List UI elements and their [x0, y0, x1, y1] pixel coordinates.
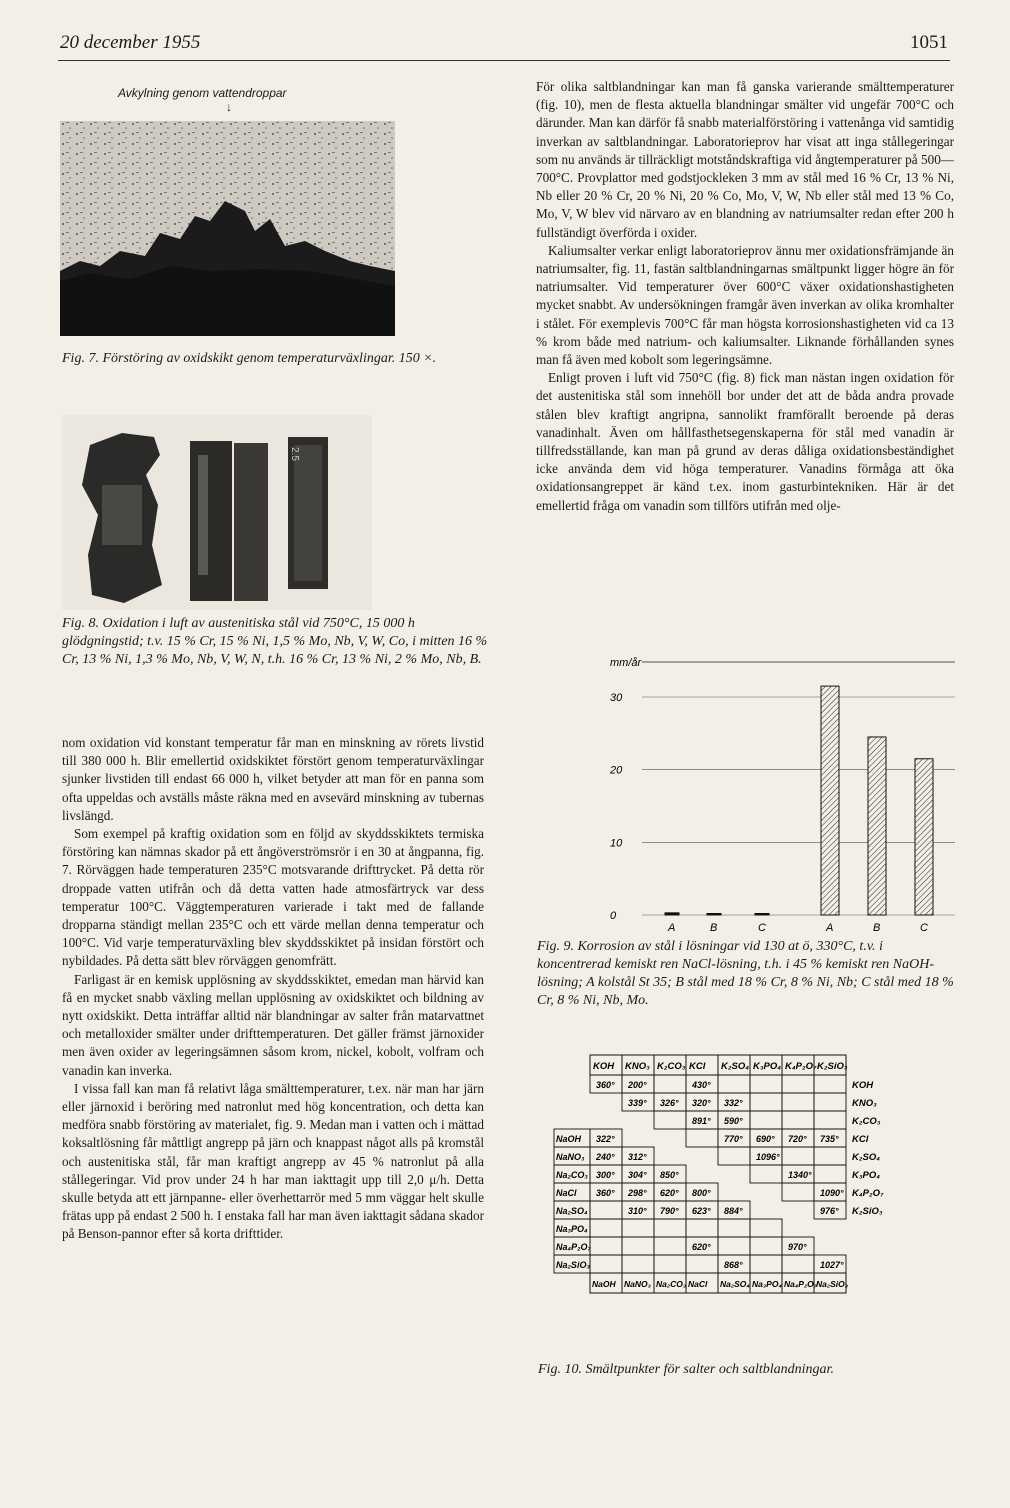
table-cell [750, 1093, 782, 1111]
left-row-label: Na₂CO₃ [556, 1170, 588, 1180]
down-arrow-icon: ↓ [226, 100, 232, 114]
bottom-header-label: Na₂CO₃ [656, 1279, 687, 1289]
left-row-label: Na₃PO₄ [556, 1224, 588, 1234]
melting-point-value: 884° [724, 1206, 743, 1216]
right-row-label: K₂SO₄ [852, 1152, 881, 1163]
paragraph: Enligt proven i luft vid 750°C (fig. 8) fick man nästan ingen oxidation för det austenitiska stål som innehöll bor under det att de båda andra provade stålen blev kraftigt angripna, sannolikt framförallt beroende på deras vanadinhalt. Även om hållfasthetsegenskaperna för stål med vanadin är tillfredsställande, kan man på grund av deras dåliga oxidationsbeständighet icke använda dem vid höga temperaturer. Vanadins förmåga att öka oxidationsangreppet är känd t.ex. inom gasturbintekniken. Här är det emellertid fråga om vanadin som tillförs utifrån med olje- [536, 370, 954, 513]
melting-point-value: 891° [692, 1116, 711, 1126]
right-row-label: K₂CO₃ [852, 1116, 881, 1127]
y-axis-label: mm/år [610, 657, 642, 669]
table-cell [654, 1237, 686, 1255]
table-cell [590, 1237, 622, 1255]
x-category-label: C [920, 922, 928, 934]
table-cell [782, 1255, 814, 1273]
y-tick-label: 20 [610, 764, 623, 777]
fig7-photo-label: Avkylning genom vattendroppar [118, 86, 287, 100]
paragraph: För olika saltblandningar kan man få ganska varierande smälttemperaturer (fig. 10), men de flesta aktuella blandningar smälter vid ungefär 700°C och därunder. Man kan därför få snabb materialförstöring i vattenånga vid samtidig inverkan av saltblandningar. Laboratorieprov har visat att inga stållegeringar som nu används är tillräckligt motståndskraftiga vid ångtemperaturer på 500—700°C. Provplattor med godstjockleken 3 mm av stål med 16 % Cr, 13 % Ni, Nb eller 20 % Cr, 20 % Ni, 20 % Co, Mo, V, W, Nb eller stål med 13 % Co, Mo, V, W blev vid närvaro av en blandning av natriumsalter redan efter 200 h fullständigt överförda i oxider. [536, 79, 954, 240]
left-row-label: NaOH [556, 1134, 582, 1144]
left-row-label: NaCl [556, 1188, 577, 1198]
bottom-header-label: NaCl [688, 1279, 708, 1289]
table-cell [782, 1093, 814, 1111]
bottom-header-label: Na₃PO₄ [752, 1279, 782, 1289]
melting-point-value: 304° [628, 1170, 647, 1180]
bottom-header-label: NaNO₃ [624, 1279, 651, 1289]
top-header-label: KNO₃ [625, 1061, 650, 1072]
bottom-header-label: Na₄P₂O₇ [784, 1279, 817, 1289]
melting-point-value: 430° [692, 1080, 711, 1090]
bar-b-naoh [868, 737, 886, 915]
y-tick-label: 0 [610, 910, 617, 922]
bar-c-nacl [755, 914, 769, 916]
table-cell [814, 1093, 846, 1111]
bar-a-nacl [665, 913, 679, 915]
melting-point-value: 312° [628, 1152, 647, 1162]
table-cell [590, 1255, 622, 1273]
left-row-label: Na₂SiO₃ [556, 1260, 590, 1270]
bottom-header-label: Na₂SiO₃ [816, 1279, 849, 1289]
table-cell [750, 1219, 782, 1237]
melting-point-value: 300° [596, 1170, 615, 1180]
table-cell [718, 1075, 750, 1093]
right-row-label: KOH [852, 1080, 874, 1091]
table-cell [622, 1237, 654, 1255]
melting-point-value: 770° [724, 1134, 743, 1144]
fig7-micrograph [60, 121, 395, 336]
left-column-text [62, 734, 484, 1244]
melting-point-value: 735° [820, 1134, 839, 1144]
melting-point-value: 332° [724, 1098, 743, 1108]
table-cell [654, 1111, 686, 1129]
top-header-label: KOH [593, 1061, 615, 1072]
table-cell [750, 1075, 782, 1093]
table-cell [750, 1165, 782, 1183]
melting-point-value: 690° [756, 1134, 775, 1144]
fig8-caption: Fig. 8. Oxidation i luft av austenitiska stål vid 750°C, 15 000 h glödgningstid; t.v. 15 % Cr, 15 % Ni, 1,5 % Mo, Nb, V, W, Co, i mitten 16 % Cr, 13 % Ni, 1,3 % Mo, Nb, V, W, N, t.h. 16 % Cr, 13 % Ni, 2 % Mo, Nb, B. [62, 616, 488, 667]
top-header-label: K₂CO₃ [657, 1061, 686, 1072]
fig10-caption: Fig. 10. Smältpunkter för salter och saltblandningar. [538, 1362, 834, 1377]
melting-point-value: 1027° [820, 1260, 844, 1270]
x-category-label: B [873, 922, 881, 934]
melting-point-value: 240° [596, 1152, 615, 1162]
top-header-label: KCl [689, 1061, 706, 1072]
table-cell [814, 1147, 846, 1165]
melting-point-value: 976° [820, 1206, 839, 1216]
left-row-label: Na₂SO₄ [556, 1206, 588, 1216]
left-row-label: Na₄P₂O₇ [556, 1242, 591, 1252]
paragraph: I vissa fall kan man få relativt låga smälttemperaturer, t.ex. när man har järn eller järnoxid i beröring med natronlut med hög koncentration, och detta kan medföra snabb förstöring av materialet, fig. 9. Medan man i vatten och i mättad koksaltlösning får måttligt angrepp på järn och knappast något alls på kromstål och austenitiska stål, får man kraftigt angrepp av 45 % natronlut på alla stållegeringar. Vid prov under 24 h har man iakttagit upp till 2,0 μ/h. Detta skulle betyda att ett järnpanne- eller överhettarrör med 5 mm väggar helt skulle frätas upp på endast 2 500 h. I enstaka fall har man även iakttagit sådana skador på Benson-pannor efter så korta drifttider. [62, 1080, 484, 1242]
table-cell [718, 1147, 750, 1165]
melting-point-value: 590° [724, 1116, 743, 1126]
melting-point-value: 868° [724, 1260, 743, 1270]
right-row-label: K₃PO₄ [852, 1170, 881, 1181]
table-cell [686, 1255, 718, 1273]
table-cell [782, 1183, 814, 1201]
table-cell [718, 1237, 750, 1255]
table-cell [750, 1111, 782, 1129]
melting-point-value: 790° [660, 1206, 679, 1216]
table-cell [814, 1111, 846, 1129]
table-cell [750, 1237, 782, 1255]
melting-point-value: 360° [596, 1080, 615, 1090]
table-cell [782, 1147, 814, 1165]
melting-point-value: 1090° [820, 1188, 844, 1198]
fig10-melting-point-table [538, 1045, 958, 1350]
melting-point-value: 850° [660, 1170, 679, 1180]
melting-point-value: 339° [628, 1098, 647, 1108]
right-row-label: KCl [852, 1134, 869, 1145]
melting-point-value: 623° [692, 1206, 711, 1216]
melting-point-value: 1340° [788, 1170, 812, 1180]
table-cell [622, 1219, 654, 1237]
table-cell [782, 1111, 814, 1129]
x-category-label: C [758, 922, 766, 934]
paragraph: Kaliumsalter verkar enligt laboratorieprov ännu mer oxidationsfrämjande än natriumsalter, fig. 11, fastän saltblandningarnas smältpunkt ligger högre än för natriumsalter. Vid temperaturer över 600°C växer oxidationshastigheten mycket snabbt. Av undersökningen framgår även inverkan av olika kromhalter i stålet. För exemplevis 700°C får man högsta korrosionshastigheten vid ca 13 % krom både med natrium- och kaliumsalter. Liknande förhållanden synes man få även med kobolt som legeringsämne. [536, 242, 954, 368]
melting-point-value: 620° [660, 1188, 679, 1198]
table-cell [782, 1075, 814, 1093]
top-header-label: K₂SiO₃ [817, 1061, 848, 1072]
melting-point-value: 720° [788, 1134, 807, 1144]
paragraph: Farligast är en kemisk upplösning av skyddsskiktet, emedan man härvid kan få en mycket snabb växling mellan upplösning av oxidskiktet och bildning av nytt oxidskikt. Detta inträffar alltid när blandningar av salter från matarvattnet och metalloxider smälter under drifttemperaturen. Det gäller främst järnoxider men även oxider av legeringsämnen såsom krom, nickel, kobolt, volfram och vanadin kan inverka. [62, 971, 484, 1078]
header-date: 20 december 1955 [60, 32, 201, 53]
table-cell [590, 1219, 622, 1237]
table-cell [590, 1201, 622, 1219]
table-cell [686, 1219, 718, 1237]
y-tick-label: 30 [610, 692, 623, 704]
top-header-label: K₃PO₄ [753, 1061, 782, 1072]
bar-c-naoh [915, 759, 933, 915]
melting-point-value: 310° [628, 1206, 647, 1216]
right-row-label: KNO₃ [852, 1098, 877, 1109]
paragraph: Som exempel på kraftig oxidation som en följd av skyddsskiktets termiska förstöring kan nämnas skador på ett ångöverströmsrör i en 30 at ångpanna, fig. 7. Rörväggen hade temperaturen 235°C motsvarande drifttrycket. På detta rör droppade vatten utifrån och då detta vatten hade atmosfärtryck var dess temperatur 100°C. Väggtemperaturen varierade i takt med de fallande dropparna ständigt mellan 235°C och ett värde mellan denna temperatur och 100°C. Vid varje temperaturväxling blev skyddsskiktet på insidan förstört och nybildades. På detta sätt blev rörväggen genomfrätt. [62, 826, 484, 969]
x-category-label: B [710, 922, 718, 934]
table-cell [814, 1075, 846, 1093]
melting-point-value: 1096° [756, 1152, 780, 1162]
top-header-label: K₂SO₄ [721, 1061, 750, 1072]
top-header-label: K₄P₂O₇ [785, 1061, 817, 1072]
table-cell [814, 1165, 846, 1183]
table-cell [718, 1219, 750, 1237]
left-row-label: NaNO₃ [556, 1152, 585, 1162]
melting-point-value: 620° [692, 1242, 711, 1252]
melting-point-value: 326° [660, 1098, 679, 1108]
right-row-label: K₄P₂O₇ [852, 1188, 884, 1199]
fig8-photo [62, 415, 372, 610]
right-row-label: K₂SiO₃ [852, 1206, 883, 1217]
table-cell [654, 1219, 686, 1237]
header-rule [58, 60, 950, 61]
table-cell [686, 1129, 718, 1147]
x-category-label: A [668, 922, 676, 934]
melting-point-value: 970° [788, 1242, 807, 1252]
melting-point-value: 360° [596, 1188, 615, 1198]
right-column-text [536, 78, 954, 515]
melting-point-value: 800° [692, 1188, 711, 1198]
melting-point-value: 298° [628, 1188, 647, 1198]
melting-point-value: 320° [692, 1098, 711, 1108]
bottom-header-label: NaOH [592, 1279, 616, 1289]
x-category-label: A [826, 922, 834, 934]
page-number: 1051 [910, 32, 948, 53]
table-cell [654, 1075, 686, 1093]
fig8-sample-label: 2.5 [289, 447, 300, 461]
fig9-bar-chart [590, 650, 960, 935]
bar-b-nacl [707, 914, 721, 916]
paragraph: nom oxidation vid konstant temperatur får man en minskning av rörets livstid till 380 000 h. Blir emellertid oxidskiktet förstört genom temperaturväxlingar sjunker livstiden till endast 66 000 h, vilket betyder att man för en panna som ofta uppeldas och avställs måste räkna med en avsevärd minskning av tubernas livslängd. [62, 735, 484, 823]
melting-point-value: 200° [628, 1080, 647, 1090]
melting-point-value: 322° [596, 1134, 615, 1144]
bottom-header-label: Na₂SO₄ [720, 1279, 750, 1289]
table-cell [750, 1255, 782, 1273]
y-tick-label: 10 [610, 837, 623, 850]
table-cell [654, 1255, 686, 1273]
fig9-caption: Fig. 9. Korrosion av stål i lösningar vid 130 at ö, 330°C, t.v. i koncentrerad kemiskt ren NaCl-lösning, t.h. i 45 % kemiskt ren NaOH-lösning; A kolstål St 35; B stål med 18 % Cr, 8 % Ni, Nb; C stål med 18 % Cr, 8 % Ni, Nb, Mo. [537, 939, 954, 1008]
bar-a-naoh [821, 686, 839, 915]
fig7-caption: Fig. 7. Förstöring av oxidskikt genom temperaturväxlingar. 150 ×. [62, 351, 437, 366]
table-cell [622, 1255, 654, 1273]
